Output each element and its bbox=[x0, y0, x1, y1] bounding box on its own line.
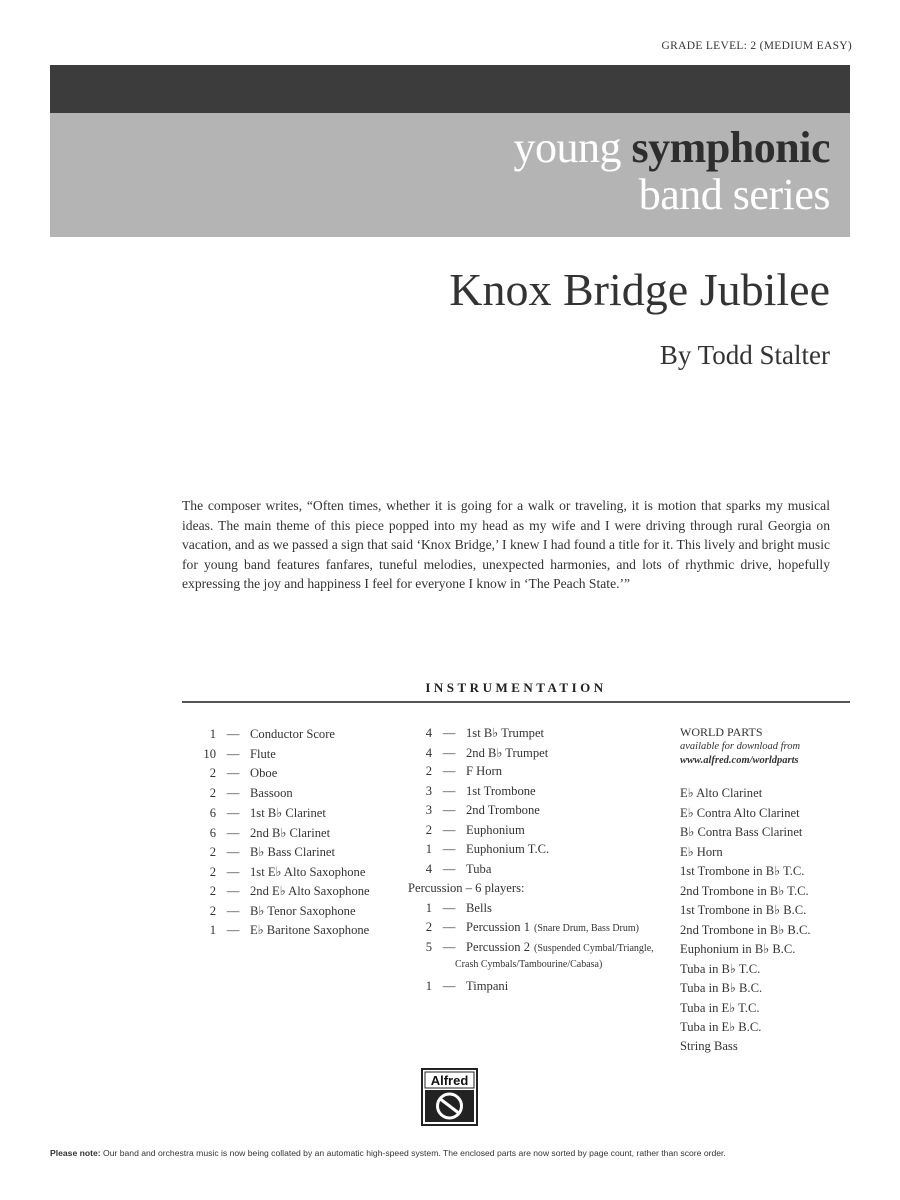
instrument-qty: 1 bbox=[209, 923, 216, 937]
instrument-row bbox=[192, 805, 370, 825]
world-part-item: Tuba in B♭ T.C. bbox=[680, 961, 761, 976]
world-part-item: Euphonium in B♭ B.C. bbox=[680, 942, 796, 956]
instrument-row bbox=[408, 784, 654, 804]
dash: — bbox=[226, 845, 240, 859]
world-part-item: B♭ Contra Bass Clarinet bbox=[680, 825, 803, 839]
world-part-item: E♭ Alto Clarinet bbox=[680, 786, 763, 800]
instrument-name: B♭ Bass Clarinet bbox=[250, 845, 335, 859]
instrument-row bbox=[408, 803, 654, 823]
instrument-row bbox=[192, 883, 370, 903]
instrument-name: 1st E♭ Alto Saxophone bbox=[250, 864, 366, 879]
footer-note bbox=[50, 1148, 870, 1158]
program-notes: The composer writes, “Often times, whether it is going for a walk or traveling, it is motion that sparks my musical ideas. The main theme of this piece popped into my head as my wife and I were driving through rural Georgia on vacation, and as we passed a sign that said ‘Knox Bridge,’ I knew I had found a title for it. This lively and bright music for young band features fanfares, tuneful melodies, unexpected harmonies, and lots of rhythmic drive, hopefully expressing the joy and happiness I feel for everyone I know in ‘The Peach State.’” bbox=[182, 498, 830, 591]
instrument-row bbox=[408, 842, 654, 862]
instrument-row bbox=[192, 825, 370, 845]
instrument-row bbox=[408, 862, 654, 882]
world-part-item: 1st Trombone in B♭ T.C. bbox=[680, 864, 805, 878]
dash: — bbox=[442, 939, 456, 954]
instrument-qty: 5 bbox=[425, 939, 432, 954]
instrument-row bbox=[408, 725, 654, 745]
instrument-row bbox=[408, 764, 654, 784]
instrument-qty: 3 bbox=[425, 803, 432, 817]
world-part-item: Tuba in E♭ T.C. bbox=[680, 1000, 760, 1015]
instrument-qty: 4 bbox=[425, 861, 432, 876]
dash: — bbox=[226, 766, 240, 780]
instrument-row bbox=[408, 823, 654, 843]
world-parts-title: WORLD PARTS bbox=[680, 725, 763, 739]
instrument-qty: 4 bbox=[425, 745, 432, 760]
instrument-row bbox=[408, 940, 654, 960]
instrumentation-heading: INSTRUMENTATION bbox=[425, 680, 607, 695]
dash: — bbox=[226, 923, 240, 937]
instrument-name: 2nd Trombone bbox=[466, 803, 540, 817]
instrument-qty: 10 bbox=[203, 746, 216, 761]
series-banner bbox=[50, 113, 850, 237]
instrument-name: Euphonium T.C. bbox=[466, 842, 550, 856]
instrument-row bbox=[192, 903, 370, 923]
composer: By Todd Stalter bbox=[659, 340, 830, 370]
instrument-name: Timpani bbox=[466, 978, 509, 993]
instrument-name: B♭ Tenor Saxophone bbox=[250, 903, 356, 918]
instrument-name: 2nd B♭ Trumpet bbox=[466, 745, 549, 760]
instrument-qty: 6 bbox=[209, 806, 216, 820]
dash: — bbox=[442, 803, 456, 817]
instrument-row bbox=[192, 727, 370, 747]
instrument-name: 1st B♭ Clarinet bbox=[250, 806, 326, 820]
instrument-row bbox=[192, 747, 370, 767]
dash: — bbox=[442, 764, 456, 778]
instrument-name: Oboe bbox=[250, 766, 278, 780]
instrument-qty: 1 bbox=[425, 978, 432, 993]
instrument-qty: 2 bbox=[209, 845, 216, 859]
world-parts-availability: available for download from bbox=[680, 741, 801, 752]
instrument-row bbox=[192, 766, 370, 786]
dash: — bbox=[442, 783, 456, 798]
instrument-qty: 2 bbox=[209, 884, 216, 898]
grade-level: GRADE LEVEL: 2 (MEDIUM EASY) bbox=[661, 40, 852, 52]
footer-label: Please note: bbox=[50, 1148, 101, 1158]
dash: — bbox=[442, 726, 456, 740]
instrument-row bbox=[192, 864, 370, 884]
instrument-name: Conductor Score bbox=[250, 727, 335, 741]
dash: — bbox=[226, 903, 240, 918]
instrument-name: 1st Trombone bbox=[466, 783, 536, 798]
instrument-row bbox=[192, 844, 370, 864]
dash: — bbox=[442, 920, 456, 934]
series-prefix: young bbox=[513, 123, 632, 172]
instrument-row bbox=[192, 786, 370, 806]
dash: — bbox=[226, 864, 240, 879]
instrument-column-1 bbox=[192, 727, 370, 942]
instrument-qty: 2 bbox=[425, 764, 432, 778]
instrument-qty: 1 bbox=[425, 900, 432, 915]
dash: — bbox=[442, 978, 456, 993]
footer-text: Our band and orchestra music is now being collated by an automatic high-speed system. The enclosed parts are now sorted by page count, rather than score order. bbox=[100, 1148, 726, 1158]
dash: — bbox=[226, 884, 240, 898]
dash: — bbox=[226, 727, 240, 741]
instrument-qty: 2 bbox=[209, 903, 216, 918]
instrument-qty: 2 bbox=[209, 766, 216, 780]
instrument-row bbox=[192, 922, 370, 942]
instrument-qty: 2 bbox=[425, 920, 432, 934]
logo-text: Alfred bbox=[430, 1073, 469, 1088]
instrument-name: E♭ Baritone Saxophone bbox=[250, 923, 370, 937]
piece-title: Knox Bridge Jubilee bbox=[449, 264, 830, 315]
instrument-name: Bassoon bbox=[250, 785, 293, 800]
world-parts-column bbox=[680, 725, 811, 1058]
instrument-name: F Horn bbox=[466, 764, 503, 778]
world-part-item: 2nd Trombone in B♭ T.C. bbox=[680, 883, 809, 898]
instrument-name: Percussion 2 bbox=[466, 939, 531, 954]
instrument-qty: 2 bbox=[425, 822, 432, 837]
dash: — bbox=[226, 746, 240, 761]
world-part-item: String Bass bbox=[680, 1038, 738, 1053]
instrument-qty: 1 bbox=[209, 727, 216, 741]
instrument-row bbox=[408, 920, 654, 940]
instrument-detail: (Suspended Cymbal/Triangle, bbox=[534, 942, 654, 954]
dash: — bbox=[442, 745, 456, 760]
percussion-heading: Percussion – 6 players: bbox=[408, 881, 525, 895]
instrument-row bbox=[408, 901, 654, 921]
world-part-item: Tuba in E♭ B.C. bbox=[680, 1020, 762, 1034]
world-part-item: 2nd Trombone in B♭ B.C. bbox=[680, 922, 811, 937]
instrument-name: 2nd B♭ Clarinet bbox=[250, 825, 331, 840]
world-part-item: E♭ Contra Alto Clarinet bbox=[680, 805, 800, 820]
instrument-qty: 3 bbox=[425, 783, 432, 798]
world-parts-link[interactable]: www.alfred.com/worldparts bbox=[680, 755, 799, 766]
world-part-item: Tuba in B♭ B.C. bbox=[680, 981, 763, 995]
instrument-row bbox=[408, 745, 654, 765]
instrument-name: Euphonium bbox=[466, 822, 525, 837]
dash: — bbox=[442, 900, 456, 915]
instrument-qty: 2 bbox=[209, 785, 216, 800]
instrument-row bbox=[408, 979, 654, 999]
series-bold: symphonic bbox=[631, 123, 830, 172]
instrument-name: Tuba bbox=[466, 861, 492, 876]
header-band-dark bbox=[50, 65, 850, 113]
instrument-name: 1st B♭ Trumpet bbox=[466, 726, 545, 740]
instrument-name: Bells bbox=[466, 900, 492, 915]
world-part-item: E♭ Horn bbox=[680, 844, 723, 859]
dash: — bbox=[226, 825, 240, 840]
series-line-2: band series bbox=[638, 170, 830, 219]
instrument-column-2 bbox=[408, 725, 654, 998]
instrument-name: 2nd E♭ Alto Saxophone bbox=[250, 884, 370, 898]
dash: — bbox=[442, 822, 456, 837]
dash: — bbox=[226, 785, 240, 800]
instrument-name: Flute bbox=[250, 746, 276, 761]
dash: — bbox=[442, 861, 456, 876]
instrument-name: Percussion 1 bbox=[466, 920, 531, 934]
instrument-qty: 4 bbox=[425, 726, 432, 740]
instrumentation-divider bbox=[182, 701, 850, 703]
percussion-detail-continued: Crash Cymbals/Tambourine/Cabasa) bbox=[455, 959, 603, 970]
dash: — bbox=[442, 842, 456, 856]
instrument-qty: 2 bbox=[209, 864, 216, 879]
instrument-qty: 1 bbox=[425, 842, 432, 856]
world-part-item: 1st Trombone in B♭ B.C. bbox=[680, 903, 807, 917]
instrument-qty: 6 bbox=[209, 825, 216, 840]
alfred-logo bbox=[421, 1068, 478, 1126]
series-line-1 bbox=[513, 123, 830, 172]
instrument-detail: (Snare Drum, Bass Drum) bbox=[534, 923, 639, 934]
dash: — bbox=[226, 806, 240, 820]
